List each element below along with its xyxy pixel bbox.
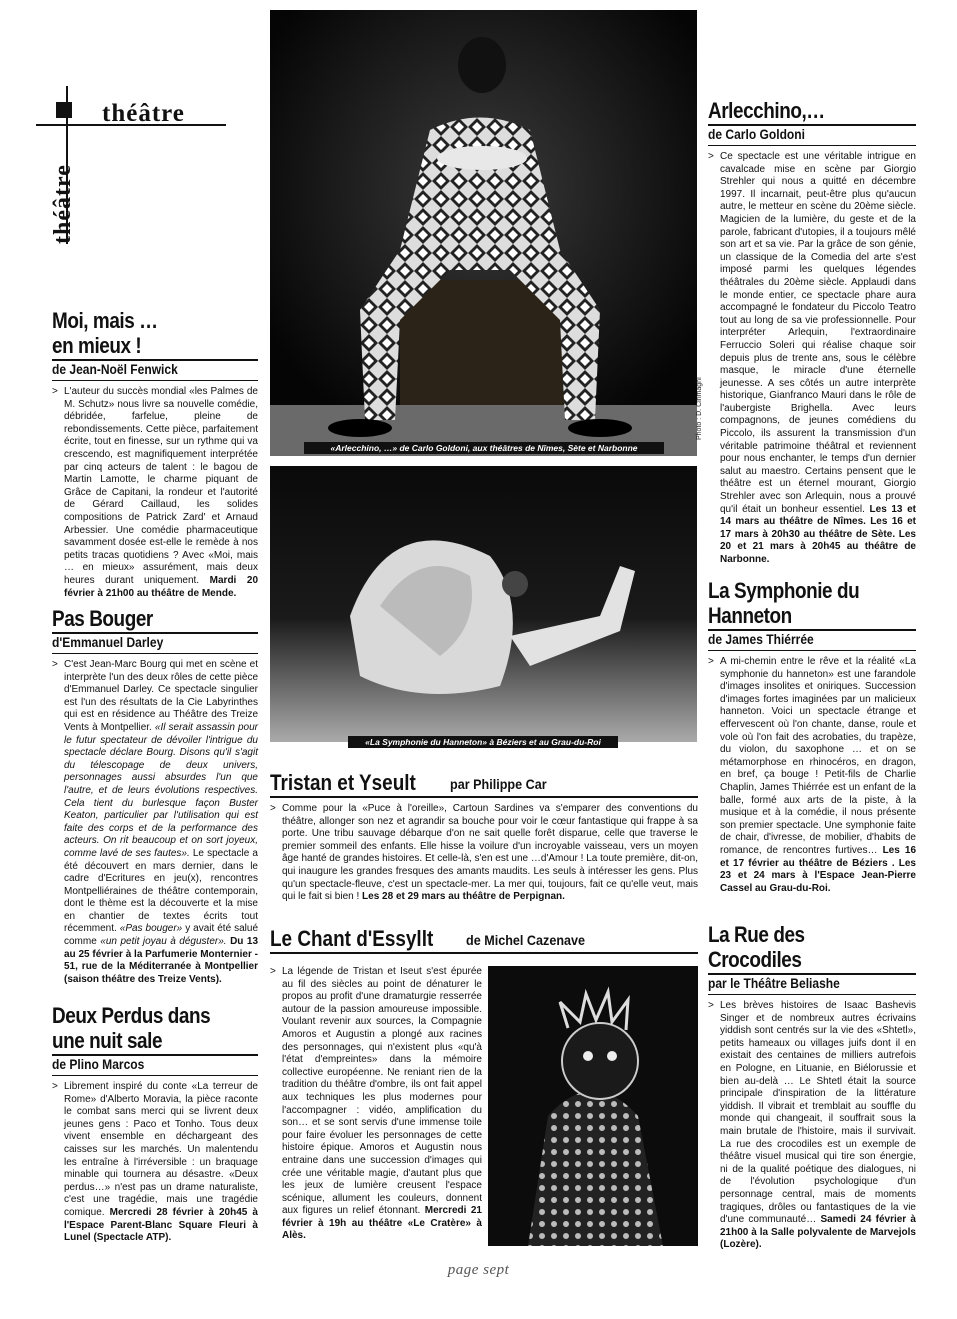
byline-rule: [52, 380, 258, 381]
article-byline: de James Thiérrée: [708, 631, 814, 647]
section-marker-square: [56, 102, 72, 118]
article-title: La Rue des Crocodiles: [708, 922, 805, 972]
bullet-marker: >: [270, 966, 276, 977]
article-date: Samedi 24 février à 21h00 à la Salle polyvalente de Marvejols (Lozère).: [720, 1214, 916, 1251]
article-date: Mardi 20 février à 21h00 au théâtre de Mende.: [64, 574, 259, 599]
article-date: Mercredi 21 février à 19h au théâtre «Le Cratère» à Alès.: [282, 1205, 482, 1242]
article-date: Les 13 et 14 mars au théâtre de Nîmes. Les 16 et 17 mars à 20h30 au théâtre de Sète. Les 20 et 21 mars à 20h45 au théâtre de Narbonne.: [720, 503, 917, 565]
article-date: Du 13 au 25 février à la Parfumerie Monternier - 51, rue de la Méditerranée à Montpellier (saison théâtre des Treize Vents).: [64, 936, 259, 985]
bullet-marker: >: [708, 151, 714, 162]
byline-rule: [708, 145, 916, 146]
article-essyllt-body: [270, 966, 482, 1243]
byline-rule: [708, 650, 916, 651]
title-rule: [270, 796, 698, 798]
byline-rule: [52, 1075, 258, 1076]
article-title: Tristan et Yseult: [270, 770, 416, 795]
article-date: Les 28 et 29 mars au théâtre de Perpignan.: [362, 891, 565, 903]
article-crocodiles: [708, 922, 916, 1252]
article-moi-mais: [52, 308, 258, 600]
article-byline: de Michel Cazenave: [466, 932, 586, 948]
photo-credit: Photo : D. Cirimaghi: [696, 377, 703, 440]
article-body: > Les brèves histoires de Isaac Bashevis Singer et de nombreux autres écrivains yiddish sont centrés sur la vie des «Shtetl», petits hameaux ou villages juifs dont il en existait des centaines de milliers autrefois en Pologne, en Lituanie, en Biélorussie et bien au-delà … Le Shtetl était la source principale d'inspiration de la littérature yiddish. Il vibrait et tremblait au souffle du monde qui changeait, il souffrait sous la main brutale de l'histoire, mais il survivait. La rue des crocodiles est un exemple de théâtre visuel musical qui tire son énergie, ni de la qualité poétique des dialogues, ni de l'évolution psychologique d'un personnage central, mais de moments tragiques, drôles ou fantastiques de la vie d'une communauté… Samedi 24 février à 21h00 à la Salle polyvalente de Marvejols (Lozère).: [708, 1000, 916, 1251]
article-body: > A mi-chemin entre le rêve et la réalité «La symphonie du hanneton» est une farandole d'images insolites et oniriques. Succession d'images fortes imaginées par un malicieux hanneton. Voici un spectacle étrange et effervescent où l'on chante, danse, roule et vole où l'on fait des acrobaties, du trapèze, du violon, du saxophone … et on se métamorphose en rhinocéros, en dragon, en bref, ça bouge ! Petit-fils de Charlie Chaplin, James Thiérrée est un enfant de la balle, formé aux arts de la piste, à la musique et à la comédie, il nous présente son premier spectacle. Une symphonie faite de chair, d'ivresse, de mobilier, d'habits de romance, de rencontres furtives… Les 16 et 17 février au théâtre de Béziers . Les 23 et 24 mars à l'Espace Jean-Pierre Cassel au Grau-du-Roi.: [708, 656, 917, 894]
performer-lying-image: [270, 466, 697, 742]
article-body: > L'auteur du succès mondial «les Palmes de M. Schutz» nous livre sa nouvelle comédie, débridée, farfelue, pleine de rebondissements. Cette pièce, parfaitement écrite, tout en finesse, sur un rythme qui va crescendo, est magnifiquement interprétée par cinq acteurs de talent : le bagou de Martin Lamotte, le charme piquant de Grâce de Capitani, la rondeur et l'autorité de Gérard Caillaud, les solides compositions de Patrick Zard' et Arnaud Arbessier. Une comédie pharmaceutique savamment dosée est-elle le remède à nos petits tracas quotidiens ? Avec «Moi, mais … en mieux» assurément, mais deux heures durant uniquement. Mardi 20 février à 21h00 au théâtre de Mende.: [52, 386, 259, 599]
section-vertical-title: théâtre: [50, 164, 76, 244]
photo-symphonie: [270, 466, 697, 742]
bullet-marker: >: [708, 656, 714, 667]
article-deux-perdus: [52, 1003, 258, 1245]
article-title: Moi, mais … en mieux !: [52, 308, 158, 358]
article-date: Les 16 et 17 février au théâtre de Béziers . Les 23 et 24 mars à l'Espace Jean-Pierre Cassel au Grau-du-Roi.: [720, 844, 917, 894]
section-title: théâtre: [102, 100, 185, 127]
bullet-marker: >: [52, 659, 58, 670]
article-byline: de Carlo Goldoni: [708, 126, 805, 142]
article-title: La Symphonie du Hanneton: [708, 578, 860, 628]
photo-arlecchino: [270, 10, 697, 456]
article-byline: par le Théâtre Beliashe: [708, 975, 840, 991]
article-title: Deux Perdus dans une nuit sale: [52, 1003, 211, 1053]
photo-essyllt: [488, 966, 698, 1246]
article-byline: par Philippe Car: [450, 776, 547, 792]
article-byline: de Jean-Noël Fenwick: [52, 361, 178, 377]
article-byline: de Plino Marcos: [52, 1056, 145, 1072]
title-rule: [270, 952, 698, 954]
article-body: > La légende de Tristan et Iseut s'est épurée au fil des siècles au point de dénaturer le propos au profit d'une dramaturgie resserrée autour de la passion amoureuse impossible. Voulant revenir aux sources, la Compagnie Amoros et Augustin a plongé aux racines des personnages, qui n'existent plus «qu'à l'état d'empreintes» dans la mémoire collective européenne. Ne reniant rien de la tradition du théâtre d'ombre, ils ont fait appel aux techniques les plus modernes pour l'accompagner : vidéo, amplification du son… et se sont servis d'une immense toile pour faire évoluer les personnages de cette histoire épique. Amoros et Augustin nous entraine dans une succession d'images qui crée une véritable magie, d'autant plus que les jeux de lumière creusent l'espace scénique, allument les couleurs, donnent aux figures un relief étonnant. Mercredi 21 février à 19h au théâtre «Le Cratère» à Alès.: [270, 966, 482, 1242]
article-title-row: [270, 926, 698, 952]
byline-rule: [708, 994, 916, 995]
harlequin-figure-image: [270, 10, 697, 456]
article-body: > Ce spectacle est une véritable intrigue en cavalcade mise en scène par Giorgio Strehler qui nous a quitté en décembre 1997. Il incarnait, peut-être plus qu'aucun autre, le metteur en scène du 20ème siècle. Magicien de la lumière, du geste et de la parole, fabricant d'utopies, il a toujours mêlé son art et sa vie. Par la grâce de son génie, un classique de la Comedia del arte s'est imposé parmi les quelques légendes théâtrales du 20ème siècle. Applaudi dans le monde entier, ce spectacle phare aura accompagné le fondateur du Piccolo Teatro tout au long de sa vie professionnelle. Pour interpréter Arlequin, l'extraordinaire Ferruccio Soleri qui réalise chaque soir depuis plus de trente ans, sous le célèbre masque, le miracle d'une éternelle jeunesse. A ses côtés un autre interprète historique, Gianfranco Mauri dans le rôle de l'aubergiste Brighella. Avec leurs compagnons, de jeunes comédiens du Piccolo, ils assurent la transmission d'un véritable patrimoine théâtral et reviennent pour nous enchanter, le temps d'un dernier salut au maestro. Certains pensent que le théâtre est un éternel mourant, Giorgio Strehler avec son Arlequin, nous a prouvé qu'il était un bonheur essentiel. Les 13 et 14 mars au théâtre de Nîmes. Les 16 et 17 mars à 20h30 au théâtre de Sète. Les 20 et 21 mars à 20h45 au théâtre de Narbonne.: [708, 151, 917, 565]
article-title-row: [270, 770, 698, 796]
article-title: Pas Bouger: [52, 606, 153, 631]
article-title: Le Chant d'Essyllt: [270, 926, 434, 951]
article-essyllt: [270, 926, 698, 954]
shadow-theatre-image: [488, 966, 698, 1246]
article-body: > Comme pour la «Puce à l'oreille», Cartoun Sardines va s'emparer des conventions du théâtre, allonger son nez et agrandir sa bouche pour voir le cœur fantastique qui frappe à sa porte. Une tribu sauvage débarque d'on ne sait quelle forêt disparue, celle que traverse le premier sommeil des enfants. Elle hisse la voilure d'un incroyable vaisseau, vers un moyen âge hanté de grandes histoires. Et celle-là, s'en est une …d'Amour ! La toute première, dit-on, qui inaugure les grandes fresques des amants maudits. Les seuls à intéresser les gens. Plus qu'un spectacle-fleuve, c'est un spectacle-mer. La mer qui, toujours, fait ce qu'elle veut, mais qui le fait si bien ! Les 28 et 29 mars au théâtre de Perpignan.: [270, 803, 698, 903]
article-byline: d'Emmanuel Darley: [52, 634, 164, 650]
page-number: page sept: [447, 1262, 510, 1278]
bullet-marker: >: [52, 386, 58, 397]
article-date: Mercredi 28 février à 20h45 à l'Espace Parent-Blanc Square Fleuri à Lunel (Spectacle ATP).: [64, 1206, 258, 1244]
photo-caption-arlecchino: «Arlecchino, …» de Carlo Goldoni, aux théâtres de Nîmes, Sète et Narbonne: [304, 442, 664, 454]
article-pas-bouger: [52, 606, 258, 986]
article-title: Arlecchino,…: [708, 98, 825, 123]
photo-caption-symphonie: «La Symphonie du Hanneton» à Béziers et au Grau-du-Roi: [348, 736, 618, 748]
bullet-marker: >: [270, 803, 276, 814]
bullet-marker: >: [52, 1081, 58, 1092]
article-tristan: [270, 770, 698, 904]
bullet-marker: >: [708, 1000, 714, 1011]
article-arlecchino: [708, 98, 916, 567]
article-symphonie: [708, 578, 916, 895]
byline-rule: [52, 653, 258, 654]
article-body: > Librement inspiré du conte «La terreur de Rome» d'Alberto Moravia, la pièce raconte le combat sans merci qui se livrent deux jeunes gens : Paco et Tonho. Tous deux vivent ensemble en déchargeant des caisses sur les marchés. Un malentendu les entraîne à l'irréversible : un braquage minable qui tournera au désastre. «Deux perdus…» n'est pas un drame naturaliste, c'est une tragédie, mais une tragédie comique. Mercredi 28 février à 20h45 à l'Espace Parent-Blanc Square Fleuri à Lunel (Spectacle ATP).: [52, 1081, 258, 1244]
article-body: > C'est Jean-Marc Bourg qui met en scène et interprète l'un des deux rôles de cette pièce d'Emmanuel Darley. Ce spectacle singulier est l'un des résultats de la Cie Labyrinthes qui est en résidence au Théâtre des Treize Vents à Montpellier. «Il serait assassin pour le futur spectateur de dévoiler l'intrigue du spectacle déclare Bourg. Disons qu'il s'agit du télescopage de deux univers, personnages aussi absurdes l'un que l'autre, et de leurs évolutions respectives. Cela tient du burlesque façon Buster Keaton, particulier par l'utilisation qui est faite des corps et de la performance des acteurs. On rit beaucoup et on sort joyeux, comme lavé de ses fautes». Le spectacle a été découvert en mars dernier, dans le cadre d'Ecritures en jeu(x), rencontres Montpelliéraines de théâtre contemporain, dont le thème est la découverte et la mise en chantier de textes écrits tout récemment. «Pas bouger» y avait été salué comme «un petit joyau à déguster». Du 13 au 25 février à la Parfumerie Monternier - 51, rue de la Méditerranée à Montpellier (saison théâtre des Treize Vents).: [52, 659, 259, 985]
